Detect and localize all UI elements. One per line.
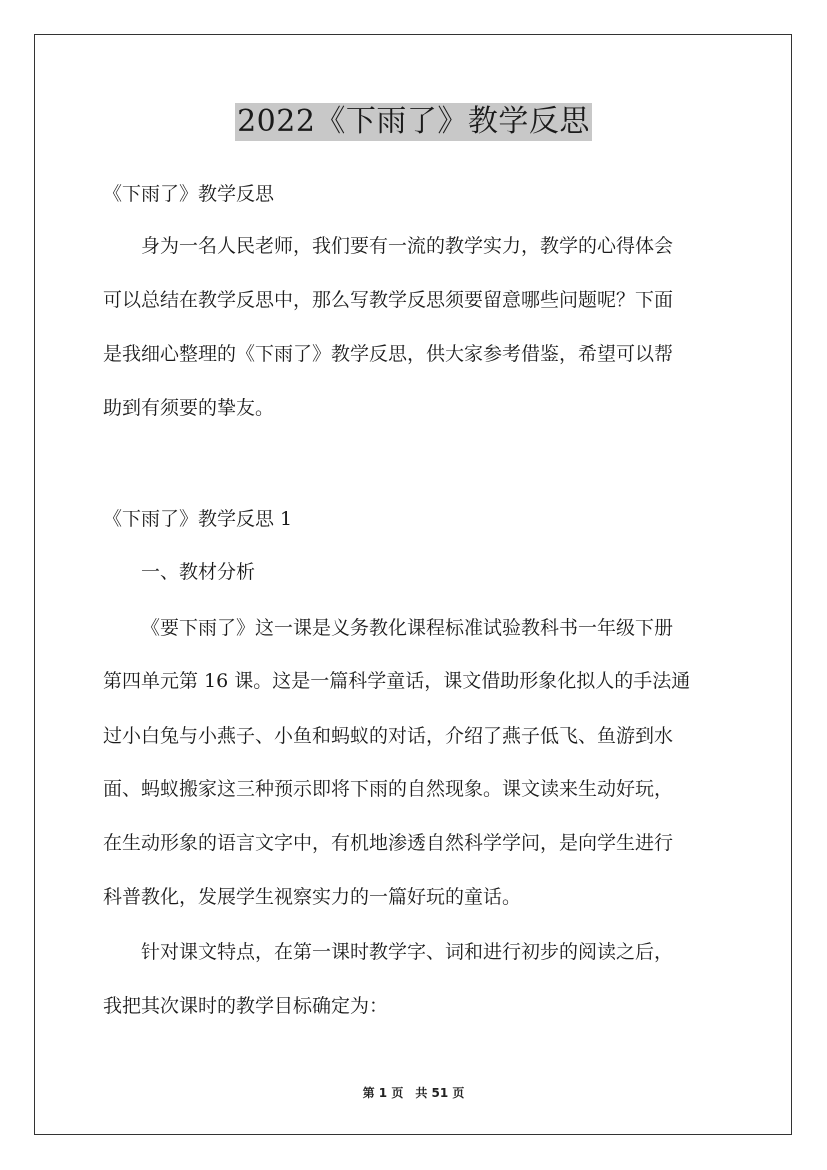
title-wrap [0,103,827,141]
body-line-5: 在生动形象的语言文字中，有机地渗透自然科学学问，是向学生进行 [103,832,674,854]
intro-line-3: 是我细心整理的《下雨了》教学反思，供大家参考借鉴，希望可以帮 [103,343,674,365]
section-heading: 《下雨了》教学反思 1 [103,508,293,530]
body-line-6: 科普教化，发展学生视察实力的一篇好玩的童话。 [103,886,522,908]
intro-line-4: 助到有须要的挚友。 [103,397,275,419]
intro-line-1: 身为一名人民老师，我们要有一流的教学实力，教学的心得体会 [141,235,674,257]
body-line-2: 第四单元第 16 课。这是一篇科学童话，课文借助形象化拟人的手法通 [103,670,691,692]
page-footer: 第 1 页 共 51 页 [362,1086,465,1100]
subsection-heading: 一、教材分析 [141,561,256,583]
document-subtitle: 《下雨了》教学反思 [103,183,275,205]
document-title: 2022《下雨了》教学反思 [237,104,590,139]
intro-line-2: 可以总结在教学反思中，那么写教学反思须要留意哪些问题呢？下面 [103,289,674,311]
body-line-1: 《要下雨了》这一课是义务教化课程标准试验教科书一年级下册 [141,617,674,639]
body-line-7: 针对课文特点，在第一课时教学字、词和进行初步的阅读之后， [141,941,674,963]
body-line-8: 我把其次课时的教学目标确定为： [103,995,389,1017]
body-line-4: 面、蚂蚁搬家这三种预示即将下雨的自然现象。课文读来生动好玩， [103,778,674,800]
body-line-3: 过小白兔与小燕子、小鱼和蚂蚁的对话，介绍了燕子低飞、鱼游到水 [103,725,674,747]
